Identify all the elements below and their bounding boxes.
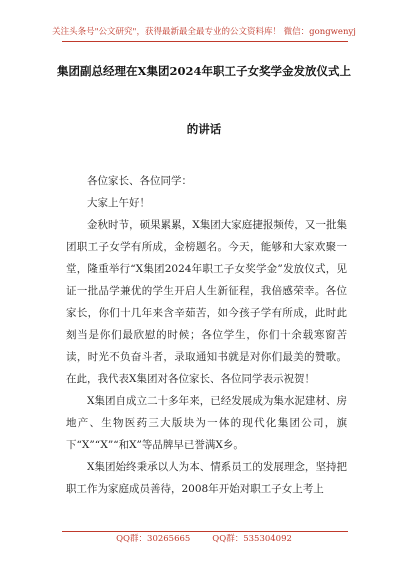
- footer-qq-left: QQ群：30265665: [116, 534, 191, 544]
- salutation: 各位家长、各位同学：: [87, 175, 192, 187]
- body-paragraph: X集团始终秉承以人为本、情系员工的发展理念，坚持把职工作为家庭成员善待，2008年开始对职工子女上考上: [66, 461, 347, 495]
- body-paragraph: 金秋时节，硕果累累，X集团大家庭捷报频传，又一批集团职工子女学有所成，金榜题名。今天，能够和大家欢聚一堂，隆重举行“X集团2024年职工子女奖学金”发放仪式，见证一批品学兼优的学生开启人生新征程，我倍感荣幸。各位家长，你们十几年来含辛茹苦，如今孩子学有所成，此时此刻当是你们最欣慰的时候；各位学生，你们十余载寒窗苦读，时光不负奋斗者，录取通知书就是对你们最美的赞歌。在此，我代表X集团对各位家长、各位同学表示祝贺！: [66, 219, 347, 385]
- header-rule: [62, 41, 348, 42]
- document-title-line-2: 的讲话: [186, 122, 222, 136]
- document-title-line-1: 集团副总经理在X集团2024年职工子女奖学金发放仪式上: [57, 64, 351, 78]
- footer-qq-right: QQ群：535304092: [212, 534, 292, 544]
- body-paragraph: X集团自成立二十多年来，已经发展成为集水泥建材、房地产、生物医药三大版块为一体的现代化集团公司，旗下“X”“X”“和X”等品牌早已誉满X乡。: [66, 395, 347, 451]
- footer: [0, 533, 408, 546]
- document-body: [66, 170, 347, 500]
- header-banner: 关注头条号"公文研究"，获得最新最全最专业的公文资料库！ 微信：gongwenyj: [52, 27, 356, 37]
- greeting: 大家上午好！: [87, 197, 150, 209]
- footer-rule: [62, 531, 348, 532]
